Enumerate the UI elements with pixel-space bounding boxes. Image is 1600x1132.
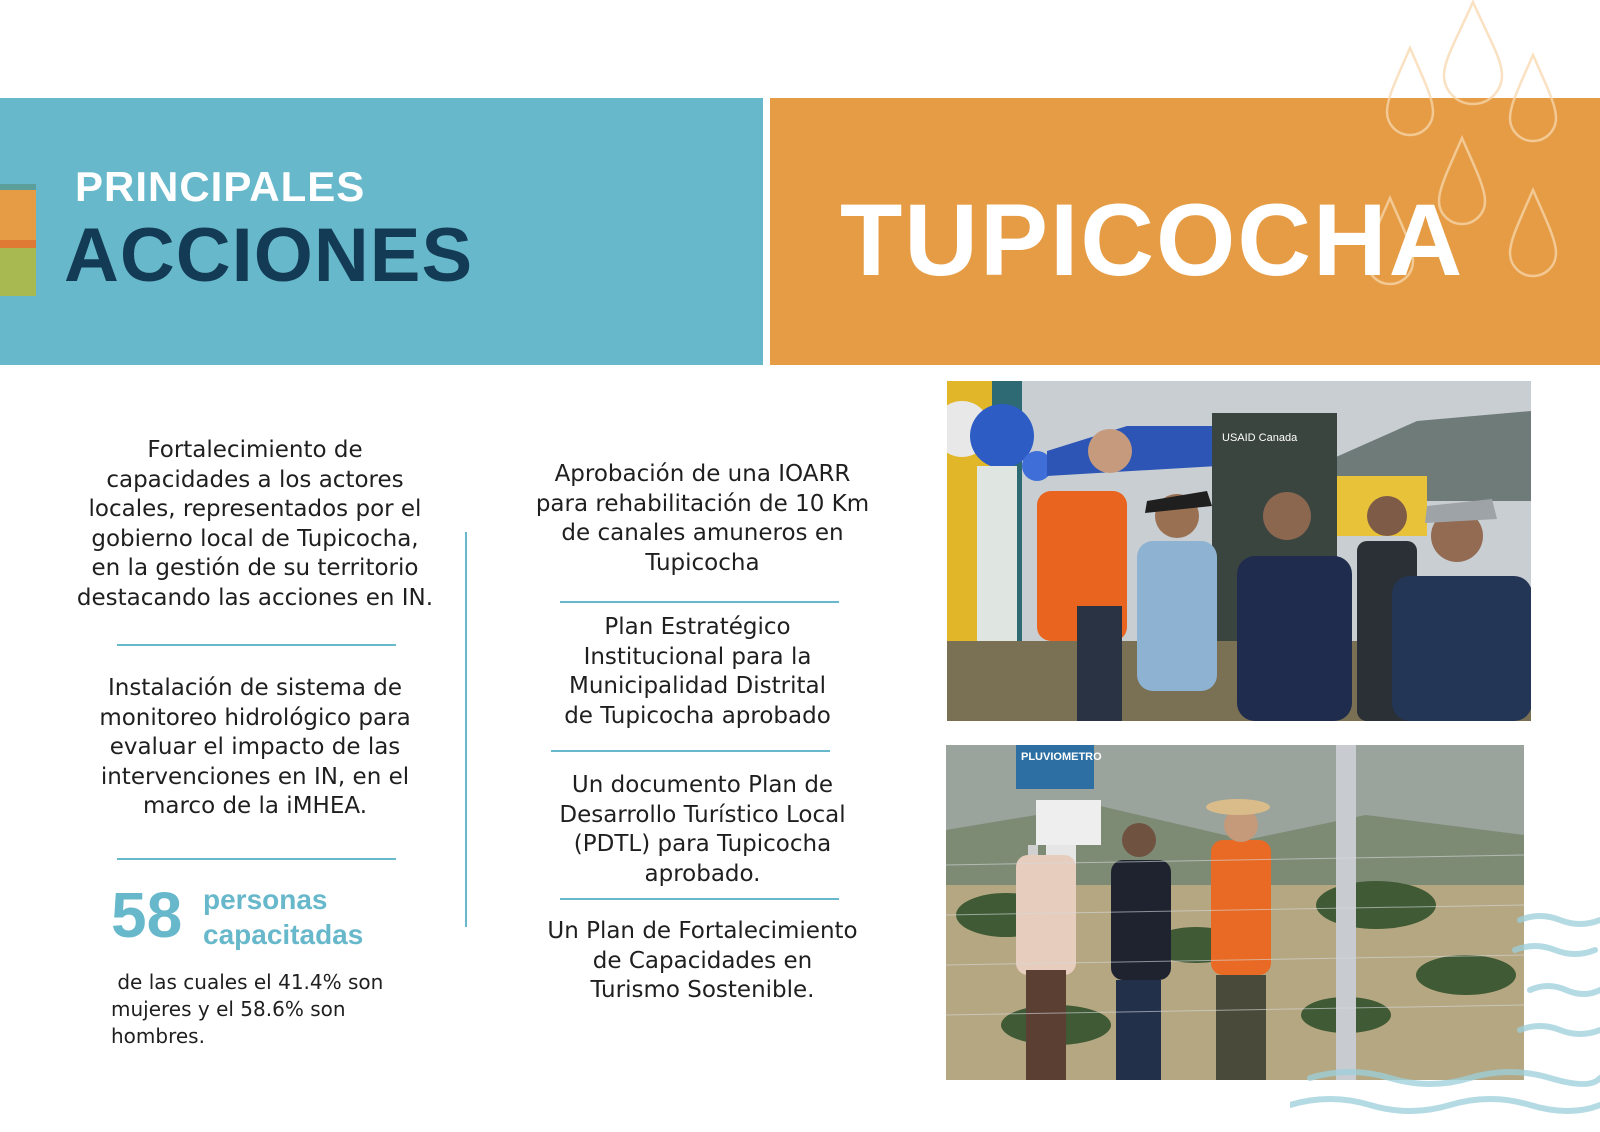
text-line: marco de la iMHEA.: [142, 793, 368, 820]
text-line: en la gestión de su territorio: [91, 555, 419, 582]
text-line: Plan Estratégico: [604, 614, 791, 640]
action-item-monitoring: [50, 674, 460, 822]
sign-text: PLUVIOMETRO: [1021, 751, 1102, 763]
text-line: evaluar el impacto de las: [109, 734, 401, 761]
accent-bar: [0, 190, 36, 240]
action-item-capacity: [50, 436, 460, 614]
text-line: para rehabilitación de 10 Km: [535, 490, 870, 517]
page-title: ACCIONES: [64, 213, 474, 298]
stat-label-line: personas: [203, 884, 328, 915]
action-item-pdtl: [505, 771, 900, 889]
text-line: monitoreo hidrológico para: [99, 704, 411, 731]
text-line: (PDTL) para Tupicocha: [573, 831, 832, 858]
text-line: de canales amuneros en: [561, 520, 844, 547]
stat-label-line: capacitadas: [203, 919, 364, 950]
divider: [560, 898, 839, 900]
text-line: capacidades a los actores: [106, 466, 404, 493]
stat-label: [203, 882, 363, 952]
text-line: Un Plan de Fortalecimiento: [547, 918, 858, 944]
text-line: Fortalecimiento de: [147, 437, 363, 463]
text-line: de Capacidades en: [592, 947, 813, 974]
text-line: Aprobación de una IOARR: [554, 461, 851, 487]
photo-exhibition: [947, 381, 1531, 721]
stat-detail: [111, 969, 411, 1050]
text-line: locales, representados por el: [88, 496, 422, 523]
accent-bar: [0, 248, 36, 296]
divider: [117, 858, 396, 860]
accent-bar: [0, 240, 36, 248]
text-line: Desarrollo Turístico Local: [559, 801, 846, 828]
divider: [117, 644, 396, 646]
text-line: Un documento Plan de: [571, 772, 834, 798]
action-item-tourism: [505, 917, 900, 1006]
section-kicker: PRINCIPALES: [75, 163, 366, 210]
text-line: hombres.: [111, 1024, 205, 1048]
photo-exhibition-image: [947, 381, 1531, 721]
text-line: destacando las acciones en IN.: [76, 584, 434, 611]
text-line: gobierno local de Tupicocha,: [91, 525, 419, 552]
text-line: intervenciones en IN, en el: [100, 763, 410, 790]
text-line: Municipalidad Distrital: [569, 673, 826, 700]
place-title: TUPICOCHA: [840, 183, 1465, 297]
text-line: Instalación de sistema de: [107, 675, 403, 701]
action-item-pei: [500, 613, 895, 731]
sign-text: USAID Canada: [1222, 432, 1298, 444]
divider: [551, 750, 830, 752]
text-line: de Tupicocha aprobado: [564, 702, 831, 729]
column-divider: [465, 532, 467, 927]
wave-decoration: [1290, 900, 1600, 1132]
stat-number: 58: [111, 879, 183, 951]
text-line: de las cuales el 41.4% son: [111, 970, 384, 994]
text-line: Tupicocha: [645, 549, 760, 576]
action-item-ioarr: [505, 460, 900, 578]
text-line: mujeres y el 58.6% son: [111, 997, 346, 1021]
text-line: Turismo Sostenible.: [590, 977, 815, 1004]
text-line: aprobado.: [644, 860, 761, 887]
text-line: Institucional para la: [583, 643, 812, 670]
divider: [560, 601, 839, 603]
